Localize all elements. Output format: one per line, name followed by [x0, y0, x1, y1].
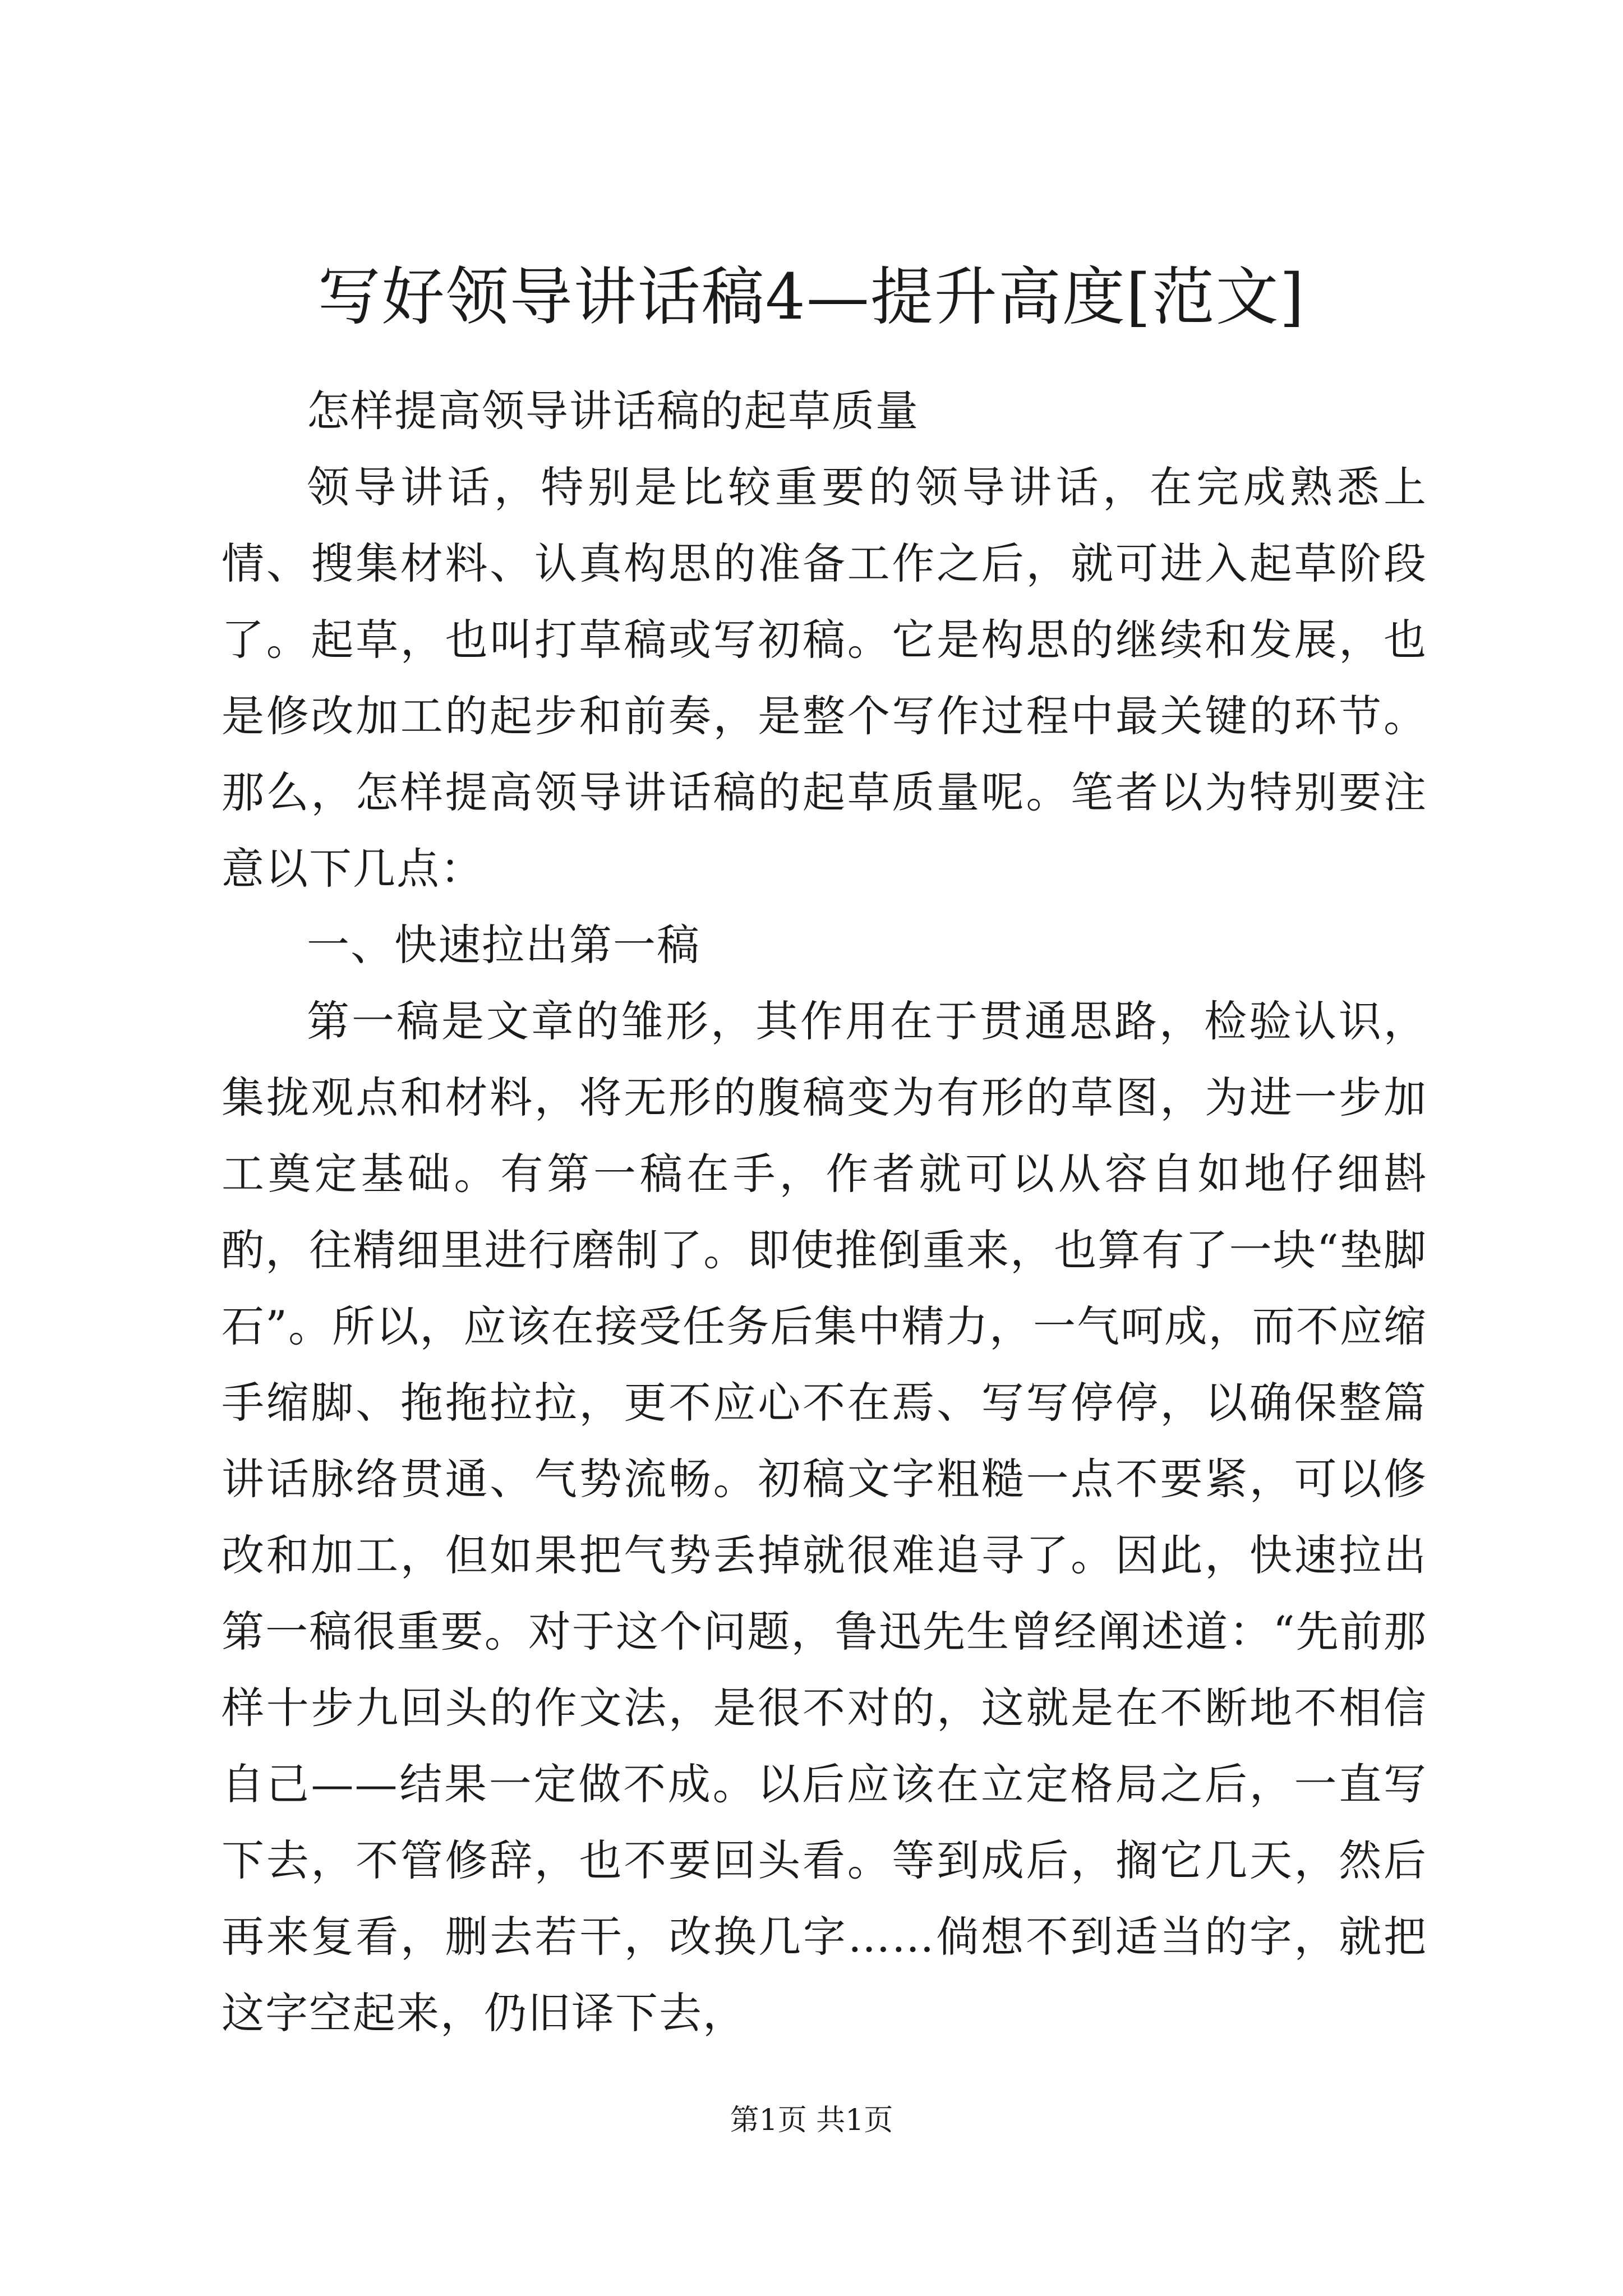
subtitle-paragraph: 怎样提高领导讲话稿的起草质量	[307, 386, 919, 436]
document-body	[222, 373, 1427, 2051]
body-paragraph: 第一稿是文章的雏形，其作用在于贯通思路，检验认识，集拢观点和材料，将无形的腹稿变为有形的草图，为进一步加工奠定基础。有第一稿在手，作者就可以从容自如地仔细斟酌，往精细里进行磨制了。即使推倒重来，也算有了一块“垫脚石”。所以，应该在接受任务后集中精力，一气呵成，而不应缩手缩脚、拖拖拉拉，更不应心不在焉、写写停停，以确保整篇讲话脉络贯通、气势流畅。初稿文字粗糙一点不要紧，可以修改和加工，但如果把气势丢掉就很难追寻了。因此，快速拉出第一稿很重要。对于这个问题，鲁迅先生曾经阐述道：“先前那样十步九回头的作文法，是很不对的，这就是在不断地不相信自己——结果一定做不成。以后应该在立定格局之后，一直写下去，不管修辞，也不要回头看。等到成后，搁它几天，然后再来复看，删去若干，改换几字……倘想不到适当的字，就把这字空起来，仍旧译下去，	[222, 996, 1427, 2038]
document-title: 写好领导讲话稿4—提升高度[范文]	[317, 261, 1306, 334]
intro-paragraph: 领导讲话，特别是比较重要的领导讲话，在完成熟悉上情、搜集材料、认真构思的准备工作之后，就可进入起草阶段了。起草，也叫打草稿或写初稿。它是构思的继续和发展，也是修改加工的起步和前奏，是整个写作过程中最关键的环节。那么，怎样提高领导讲话稿的起草质量呢。笔者以为特别要注意以下几点：	[222, 462, 1427, 894]
section-heading: 一、快速拉出第一稿	[307, 920, 700, 970]
page-footer: 第1页 共1页	[730, 2104, 893, 2137]
